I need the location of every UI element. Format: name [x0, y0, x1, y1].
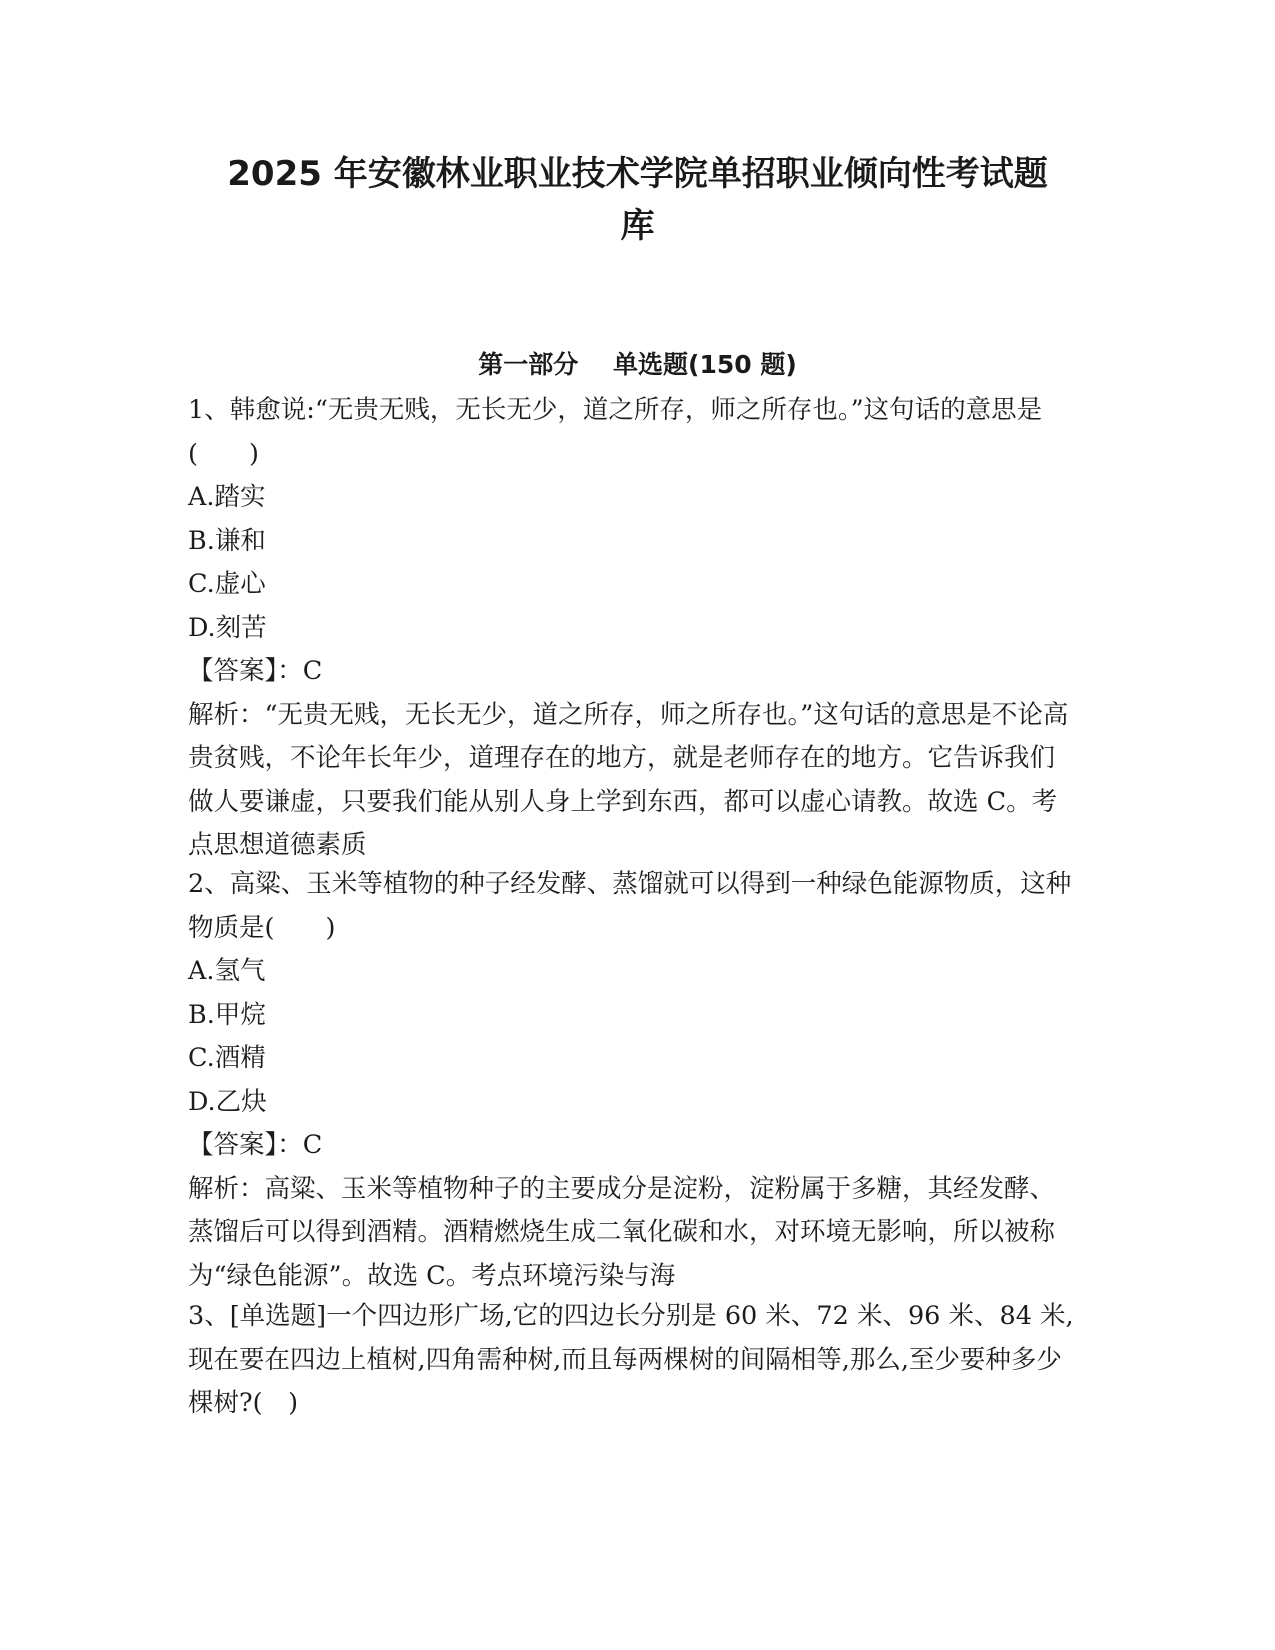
option-b: B.谦和	[188, 525, 266, 556]
option-c: C.酒精	[188, 1043, 266, 1073]
question-2	[188, 863, 1078, 1298]
analysis: 解析：高粱、玉米等植物种子的主要成分是淀粉，淀粉属于多糖，其经发酵、蒸馏后可以得到酒精。酒精燃烧生成二氧化碳和水，对环境无影响，所以被称为“绿色能源”。故选 C。考点环境污染与海	[188, 1173, 1056, 1291]
option-c: C.虚心	[188, 569, 266, 599]
option-a: A.踏实	[188, 482, 266, 512]
answer: 【答案】：C	[188, 656, 323, 686]
analysis: 解析：“无贵无贱，无长无少，道之所存，师之所存也。”这句话的意思是不论高贵贫贱，不论年长年少，道理存在的地方，就是老师存在的地方。它告诉我们做人要谦虚，只要我们能从别人身上学到东西，都可以虚心请教。故选 C。考点思想道德素质	[188, 699, 1069, 860]
question-stem: 2、高粱、玉米等植物的种子经发酵、蒸馏就可以得到一种绿色能源物质，这种物质是( )	[188, 869, 1072, 943]
option-d: D.乙炔	[188, 1086, 267, 1117]
question-3	[188, 1295, 1078, 1426]
option-d: D.刻苦	[188, 612, 267, 643]
section-heading: 第一部分 单选题(150 题)	[478, 350, 797, 379]
question-1	[188, 389, 1078, 868]
document-title	[150, 148, 1125, 252]
option-b: B.甲烷	[188, 999, 266, 1030]
answer: 【答案】：C	[188, 1130, 323, 1160]
option-a: A.氢气	[188, 956, 266, 986]
title-line-1: 2025 年安徽林业职业技术学院单招职业倾向性考试题	[227, 154, 1048, 194]
question-stem: 1、韩愈说:“无贵无贱，无长无少，道之所存，师之所存也。”这句话的意思是( )	[188, 395, 1043, 469]
title-line-2: 库	[620, 206, 655, 246]
question-stem: 3、[单选题]一个四边形广场,它的四边长分别是 60 米、72 米、96 米、84 米,现在要在四边上植树,四角需种树,而且每两棵树的间隔相等,那么,至少要种多少棵树?( )	[188, 1301, 1074, 1418]
